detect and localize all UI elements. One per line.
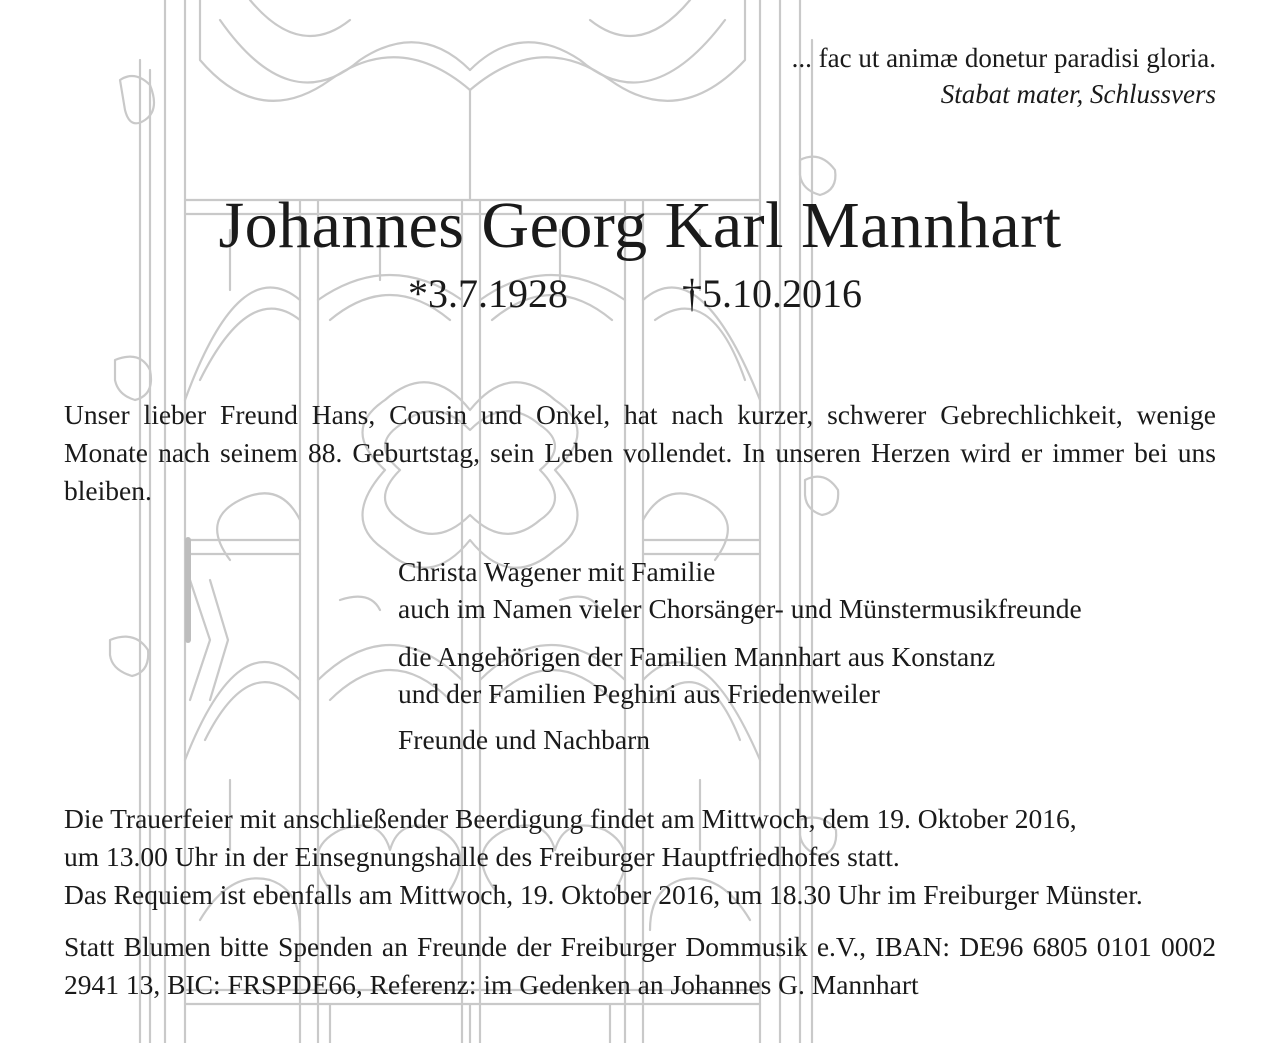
intro-paragraph: Unser lieber Freund Hans, Cousin und Onkel, hat nach kurzer, schwerer Gebrechlichkeit, wenige Monate nach seinem 88. Geburtstag, sein Leben vollendet. In unseren Herzen wird er immer bei uns bleiben. (64, 399, 1216, 506)
epigraph (792, 40, 1216, 112)
mourner-line: Freunde und Nachbarn (398, 724, 650, 755)
mourner-line: und der Familien Peghini aus Friedenweiler (398, 678, 880, 709)
epigraph-quote: ... fac ut animæ donetur paradisi gloria. (791, 43, 1216, 73)
donation-note: Statt Blumen bitte Spenden an Freunde der Freiburger Dommusik e.V., IBAN: DE96 6805 0101 0002 2941 13, BIC: FRSPDE66, Referenz: im Gedenken an Johannes G. Mannhart (64, 931, 1216, 1000)
funeral-line: Die Trauerfeier mit anschließender Beerdigung findet am Mittwoch, dem 19. Oktober 2016, (64, 803, 1077, 834)
mourner-line: Christa Wagener mit Familie (398, 556, 716, 587)
funeral-line: um 13.00 Uhr in der Einsegnungshalle des Freiburger Hauptfriedhofes statt. (64, 841, 900, 872)
mourner-group (398, 638, 1228, 712)
mourner-group (398, 553, 1228, 627)
mourner-group (398, 721, 1228, 758)
funeral-info (64, 800, 1216, 914)
death-date: †5.10.2016 (682, 271, 862, 316)
birth-date: *3.7.1928 (408, 271, 568, 316)
epigraph-source: Stabat mater, Schlussvers (940, 79, 1216, 109)
deceased-name: Johannes Georg Karl Mannhart (218, 189, 1062, 262)
funeral-line: Das Requiem ist ebenfalls am Mittwoch, 19. Oktober 2016, um 18.30 Uhr im Freiburger Münster. (64, 879, 1143, 910)
mourner-line: die Angehörigen der Familien Mannhart aus Konstanz (398, 641, 996, 672)
mourner-line: auch im Namen vieler Chorsänger- und Münstermusikfreunde (398, 593, 1082, 624)
